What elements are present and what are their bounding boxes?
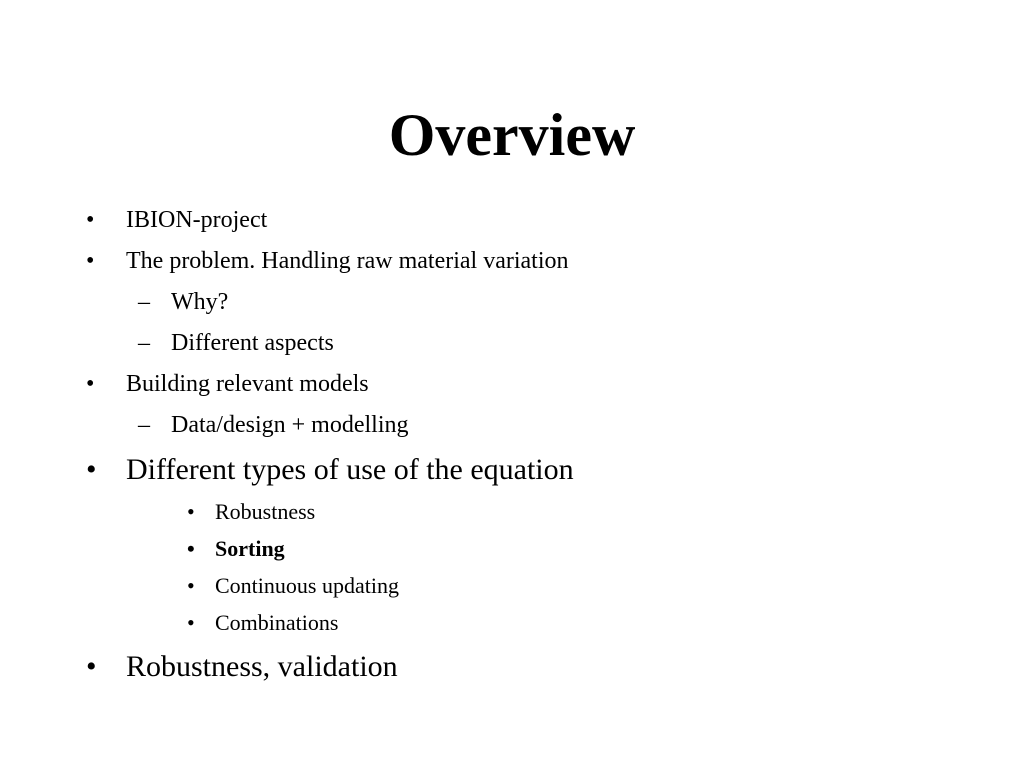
list-item-text: Continuous updating <box>215 573 399 598</box>
dash-marker: – <box>138 330 150 356</box>
list-item-text: Data/design + modelling <box>171 412 409 438</box>
list-item-text: IBION-project <box>126 207 268 233</box>
bullet-marker: • <box>187 499 195 524</box>
list-item-text: Combinations <box>215 610 339 635</box>
list-item-text: Robustness, validation <box>126 650 398 683</box>
slide-title: Overview <box>388 102 636 168</box>
list-item-text: Building relevant models <box>126 371 369 397</box>
dash-marker: – <box>138 289 150 315</box>
list-item <box>86 650 398 683</box>
list-item-text: Different types of use of the equation <box>126 453 574 486</box>
bullet-marker: • <box>187 610 195 635</box>
bullet-marker: • <box>86 453 97 486</box>
list-item-text: Why? <box>171 289 229 315</box>
list-item <box>138 330 334 356</box>
list-item <box>138 412 409 438</box>
bullet-marker: • <box>187 573 195 598</box>
list-item <box>86 453 574 486</box>
list-item-text: The problem. Handling raw material variation <box>126 248 569 274</box>
list-item <box>86 207 268 233</box>
bullet-marker: • <box>187 536 195 561</box>
bullet-marker: • <box>86 371 95 397</box>
list-item <box>86 371 369 397</box>
dash-marker: – <box>138 412 150 438</box>
list-item <box>187 573 399 598</box>
list-item <box>86 248 569 274</box>
bullet-marker: • <box>86 248 95 274</box>
bullet-marker: • <box>86 207 95 233</box>
list-item-text: Sorting <box>215 536 285 561</box>
list-item <box>138 289 229 315</box>
list-item <box>187 499 316 524</box>
list-item-text: Different aspects <box>171 330 334 356</box>
list-item <box>187 536 285 561</box>
list-item-text: Robustness <box>215 499 316 524</box>
list-item <box>187 610 339 635</box>
bullet-marker: • <box>86 650 97 683</box>
